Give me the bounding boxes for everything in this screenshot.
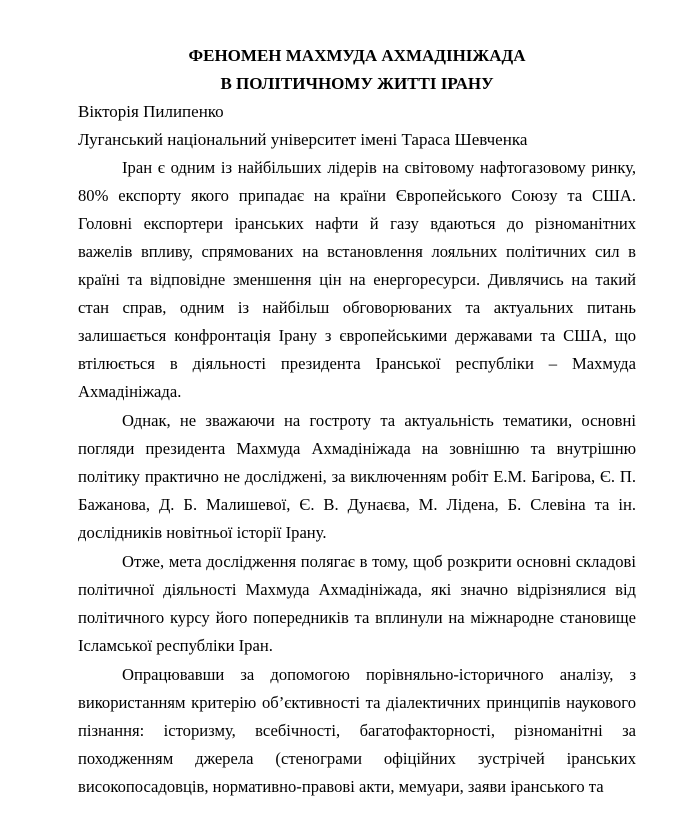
author-name: Вікторія Пилипенко bbox=[78, 102, 224, 121]
paragraph-3: Отже, мета дослідження полягає в тому, щоб розкрити основні складові політичної діяльності Махмуда Ахмадініжада, які значно відрізнялися від політичного курсу його попередників та вплинули на міжнародне становище Ісламської республіки Іран. bbox=[78, 552, 636, 655]
paper-title bbox=[78, 42, 636, 98]
paragraph-4: Опрацювавши за допомогою порівняльно-історичного аналізу, з використанням критерію об’єктивності та діалектичних принципів наукового пізнання: історизму, всебічності, багатофакторності, різноманітні за походженням джерела (стенограми офіційних зустрічей іранських високопосадовців, нормативно-правові акти, мемуари, заяви іранського та bbox=[78, 665, 636, 796]
paragraph-1: Іран є одним із найбільших лідерів на світовому нафтогазовому ринку, 80% експорту якого припадає на країни Європейського Союзу та США. Головні експортери іранських нафти й газу вдаються до різноманітних важелів впливу, спрямованих на встановлення лояльних політичних сил в країні та відповідне зменшення цін на енергоресурси. Дивлячись на такий стан справ, одним із найбільш обговорюваних та актуальних питань залишається конфронтація Ірану з європейськими державами та США, що втілюється в діяльності президента Іранської республіки – Махмуда Ахмадініжада. bbox=[78, 158, 636, 401]
title-line-2: В ПОЛІТИЧНОМУ ЖИТТІ ІРАНУ bbox=[220, 74, 494, 93]
paper-page bbox=[78, 42, 636, 802]
author-affiliation: Луганський національний університет імені Тараса Шевченка bbox=[78, 130, 528, 149]
title-line-1: ФЕНОМЕН МАХМУДА АХМАДІНІЖАДА bbox=[188, 46, 526, 65]
paragraph-2: Однак, не зважаючи на гостроту та актуальність тематики, основні погляди президента Махмуда Ахмадініжада на зовнішню та внутрішню політику практично не досліджені, за виключенням робіт Е.М. Багірова, Є. П. Бажанова, Д. Б. Малишевої, Є. В. Дунаєва, М. Лідена, Б. Слевіна та ін. дослідників новітньої історії Ірану. bbox=[78, 411, 636, 542]
